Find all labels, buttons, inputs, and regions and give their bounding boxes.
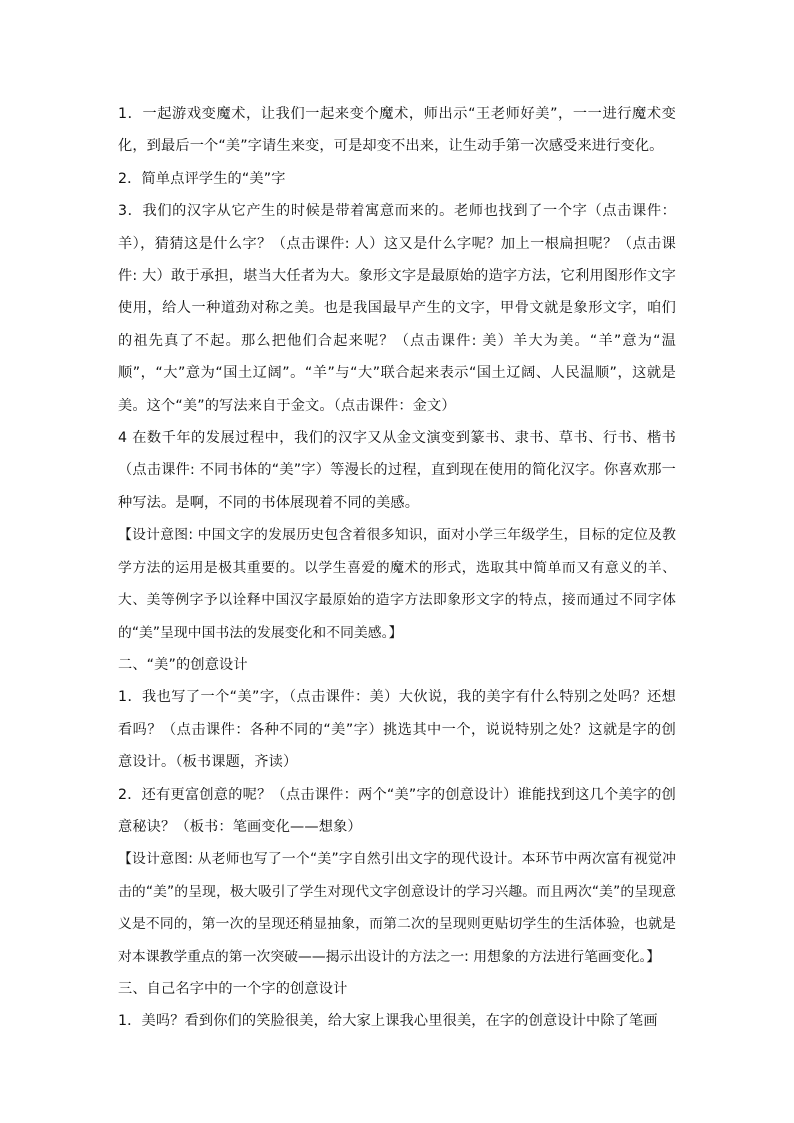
paragraph-section2-step-2: 2．还有更富创意的呢？（点击课件：两个“美”字的创意设计）谁能找到这几个美字的创意秘诀？（板书：笔画变化——想象）	[118, 786, 676, 835]
section-heading-2: 二、“美”的创意设计	[118, 656, 248, 673]
paragraph-section2-step-1: 1．我也写了一个“美”字，（点击课件：美）大伙说，我的美字有什么特别之处吗？还想看吗？（点击课件：各种不同的“美”字）挑选其中一个，说说特别之处？这就是字的创意设计。（板书课题，齐读）	[118, 689, 676, 771]
paragraph-step-4-scripts: 4 在数千年的发展过程中，我们的汉字又从金文演变到篆书、隶书、草书、行书、楷书（点击课件: 不同书体的“美”字）等漫长的过程，直到现在使用的简化汉字。你喜欢那一种写法。是啊，不同的书体展现着不同的美感。	[118, 430, 676, 511]
paragraph-step-3-origin: 3．我们的汉字从它产生的时候是带着寓意而来的。老师也找到了一个字（点击课件：羊），猜猜这是什么字？（点击课件: 人）这又是什么字呢？加上一根扁担呢？（点击课件: 大）敢于承担，堪当大任者为大。象形文字是最原始的造字方法，它利用图形作文字使用，给人一种道劲对称之美。也是我国最早产生的文字，甲骨文就是象形文字，咱们的祖先真了不起。那么把他们合起来呢？（点击课件: 美）羊大为美。“羊”意为“温顺”，“大”意为“国土辽阔”。“羊”与“大”联合起来表示“国土辽阔、人民温顺”，这就是美。这个“美”的写法来自于金文。（点击课件：金文）	[118, 203, 676, 414]
section-heading-3: 三、自己名字中的一个字的创意设计	[118, 980, 348, 997]
design-intent-note-1: 【设计意图: 中国文字的发展历史包含着很多知识，面对小学三年级学生，目标的定位及教学方法的运用是极其重要的。以学生喜爱的魔术的形式，选取其中简单而又有意义的羊、大、美等例字予以诠释中国汉字最原始的造字方法即象形文字的特点，接而通过不同字体的“美”呈现中国书法的发展变化和不同美感。】	[118, 527, 676, 641]
paragraph-step-2-comment: 2．简单点评学生的“美”字	[118, 170, 286, 187]
paragraph-section3-step-1: 1．美吗？看到你们的笑脸很美，给大家上课我心里很美，在字的创意设计中除了笔画	[118, 1013, 658, 1030]
design-intent-note-2: 【设计意图: 从老师也写了一个“美”字自然引出文字的现代设计。本环节中两次富有视觉冲击的“美”的呈现，极大吸引了学生对现代文字创意设计的学习兴趣。而且两次“美”的呈现意义是不同的，第一次的呈现还稍显抽象，而第二次的呈现则更贴切学生的生活体验，也就是对本课教学重点的第一次突破——揭示出设计的方法之一: 用想象的方法进行笔画变化。】	[118, 851, 676, 965]
paragraph-step-1-magic: 1．一起游戏变魔术，让我们一起来变个魔术，师出示“王老师好美”，一一进行魔术变化，到最后一个“美”字请生来变，可是却变不出来，让生动手第一次感受来进行变化。	[118, 106, 676, 155]
